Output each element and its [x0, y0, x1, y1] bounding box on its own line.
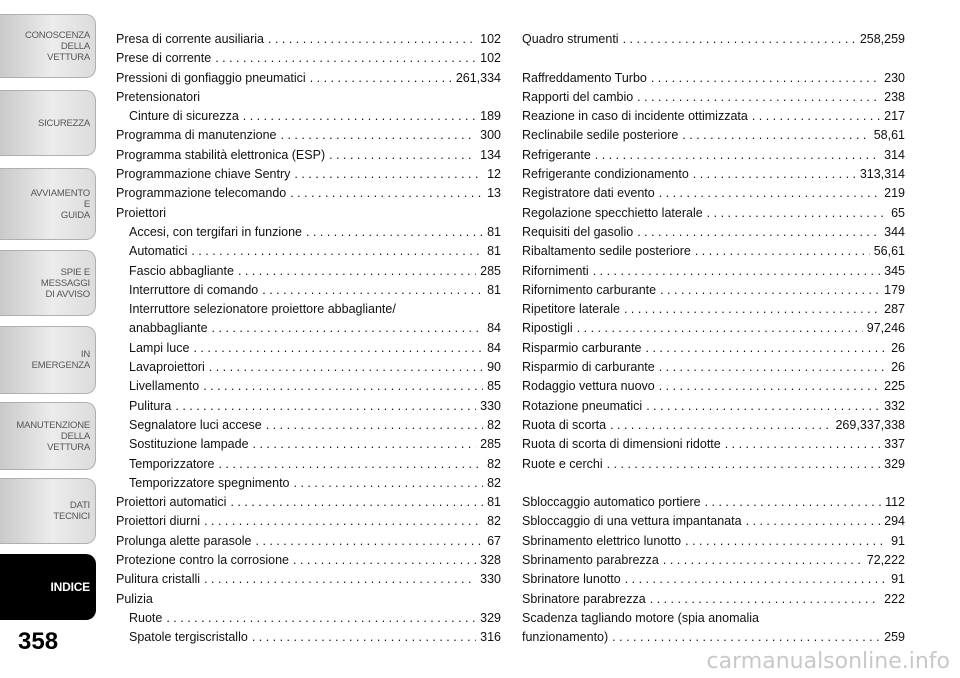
entry-page-ref[interactable]: 81	[487, 244, 501, 259]
entry-term: Automatici	[129, 244, 188, 259]
dot-leader	[262, 281, 483, 300]
index-entry[interactable]	[116, 107, 501, 126]
dot-leader	[256, 532, 484, 551]
entry-term: Rodaggio vettura nuovo	[522, 379, 655, 394]
entry-term: Temporizzatore spegnimento	[129, 475, 290, 490]
index-entry[interactable]	[522, 377, 905, 396]
index-entry[interactable]	[116, 319, 501, 338]
index-entry[interactable]	[522, 30, 905, 49]
entry-page-ref[interactable]: 344	[884, 224, 905, 239]
index-entry[interactable]	[522, 416, 905, 435]
dot-leader	[625, 570, 887, 589]
index-entry[interactable]	[116, 358, 501, 377]
index-entry[interactable]	[116, 223, 501, 242]
entry-page-ref[interactable]: 328	[480, 553, 501, 568]
entry-page-ref[interactable]: 294	[884, 514, 905, 529]
entry-term: Pulitura	[129, 398, 172, 413]
dot-leader	[725, 435, 880, 454]
dot-leader	[624, 300, 880, 319]
entry-term: Rifornimento carburante	[522, 282, 657, 297]
dot-leader	[659, 184, 880, 203]
index-entry[interactable]	[116, 30, 501, 49]
entry-page-ref[interactable]: 102	[480, 51, 501, 66]
tab-label: E	[83, 198, 90, 210]
tab-dati-tecnici[interactable]	[0, 478, 96, 544]
entry-page-ref[interactable]: 225	[884, 379, 905, 394]
index-entry[interactable]	[116, 165, 501, 184]
dot-leader	[252, 628, 476, 647]
dot-leader	[209, 358, 483, 377]
dot-leader	[659, 377, 880, 396]
entry-term: Presa di corrente ausiliaria	[116, 32, 264, 46]
tab-label: EMERGENZA	[31, 360, 90, 371]
entry-term: Raffreddamento Turbo	[522, 70, 647, 85]
entry-page-ref[interactable]: 285	[480, 263, 501, 278]
index-entry[interactable]	[522, 69, 905, 88]
dot-leader	[705, 493, 881, 512]
index-entry[interactable]	[522, 126, 905, 145]
entry-term: Temporizzatore	[129, 456, 215, 471]
dot-leader	[294, 474, 484, 493]
tab-label: DATI	[69, 500, 90, 511]
dot-leader	[659, 358, 887, 377]
index-entry[interactable]	[116, 262, 501, 281]
entry-term: Reclinabile sedile posteriore	[522, 128, 679, 143]
entry-term: Rotazione pneumatici	[522, 398, 643, 413]
index-entry[interactable]	[116, 609, 501, 628]
index-entry[interactable]	[116, 146, 501, 165]
dot-leader	[637, 88, 880, 107]
dot-leader	[230, 493, 483, 512]
index-entry[interactable]	[522, 88, 905, 107]
index-entry[interactable]	[116, 628, 501, 647]
index-entry[interactable]	[116, 49, 501, 68]
dot-leader	[204, 512, 483, 531]
entry-page-ref[interactable]: 102	[480, 32, 501, 46]
entry-page-ref[interactable]: 300	[480, 128, 501, 143]
entry-term: Ruota di scorta di dimensioni ridotte	[522, 437, 721, 452]
dot-leader	[293, 551, 476, 570]
entry-term: Prese di corrente	[116, 51, 212, 66]
dot-leader	[191, 242, 483, 261]
dot-leader	[682, 126, 869, 145]
entry-page-ref[interactable]: 13	[487, 186, 501, 201]
dot-leader	[266, 416, 483, 435]
entry-page-ref[interactable]: 81	[487, 495, 501, 510]
index-entry[interactable]	[522, 107, 905, 126]
entry-term: Lavaproiettori	[129, 360, 205, 375]
index-entry[interactable]	[116, 242, 501, 261]
entry-term: Segnalatore luci accese	[129, 417, 262, 432]
index-entry[interactable]	[116, 126, 501, 145]
entry-term: Rapporti del cambio	[522, 89, 634, 104]
entry-page-ref[interactable]: 85	[487, 379, 501, 394]
dot-leader	[646, 339, 888, 358]
entry-page-ref[interactable]: 314	[884, 147, 905, 162]
dot-leader	[637, 223, 880, 242]
entry-page-ref[interactable]: 259	[884, 630, 905, 645]
dot-leader	[693, 165, 856, 184]
dot-leader	[595, 146, 880, 165]
entry-term: Proiettori automatici	[116, 495, 227, 510]
entry-page-ref[interactable]: 330	[480, 572, 501, 587]
entry-term: Sbrinatore parabrezza	[522, 591, 646, 606]
entry-term: Regolazione specchietto laterale	[522, 205, 703, 220]
tab-label: VETTURA	[47, 441, 90, 453]
index-entry[interactable]	[522, 204, 905, 223]
entry-page-ref[interactable]: 345	[884, 263, 905, 278]
index-entry[interactable]	[522, 493, 905, 512]
dot-leader	[306, 223, 483, 242]
index-entry[interactable]	[116, 455, 501, 474]
index-entry[interactable]	[522, 223, 905, 242]
dot-leader	[593, 262, 880, 281]
dot-leader	[695, 242, 870, 261]
entry-page-ref[interactable]: 230	[884, 70, 905, 85]
dot-leader	[663, 551, 863, 570]
index-entry[interactable]	[116, 512, 501, 531]
entry-term: Ripetitore laterale	[522, 302, 620, 317]
dot-leader	[203, 377, 483, 396]
entry-page-ref[interactable]: 332	[884, 398, 905, 413]
entry-term: Ruota di scorta	[522, 417, 607, 432]
entry-term: Risparmio di carburante	[522, 360, 655, 375]
dot-leader	[166, 609, 476, 628]
entry-term: Risparmio carburante	[522, 340, 642, 355]
entry-page-ref[interactable]: 287	[884, 302, 905, 317]
entry-page-ref[interactable]: 329	[884, 456, 905, 471]
index-heading: Pretensionatori	[116, 89, 201, 104]
entry-page-ref[interactable]: 269,337,338	[835, 417, 905, 432]
dot-leader	[577, 319, 863, 338]
watermark: carmanualsonline.info	[706, 649, 950, 674]
entry-page-ref[interactable]: 84	[487, 340, 501, 355]
entry-term: Lampi luce	[129, 340, 190, 355]
index-heading: Interruttore selezionatore proiettore abbagliante/	[129, 302, 396, 317]
dot-leader	[660, 281, 880, 300]
entry-term: Ripostigli	[522, 321, 573, 336]
entry-term: Sostituzione lampade	[129, 437, 249, 452]
entry-page-ref[interactable]: 134	[480, 147, 501, 162]
entry-term: Fascio abbagliante	[129, 263, 234, 278]
dot-leader	[243, 107, 476, 126]
entry-page-ref[interactable]: 90	[487, 360, 501, 375]
entry-term: Pulitura cristalli	[116, 572, 201, 587]
dot-leader	[294, 165, 483, 184]
tab-label: MANUTENZIONE	[16, 419, 90, 431]
tab-sicurezza[interactable]	[0, 90, 96, 156]
dot-leader	[193, 339, 483, 358]
entry-page-ref[interactable]: 222	[884, 591, 905, 606]
spacer	[522, 49, 905, 68]
dot-leader	[238, 262, 476, 281]
index-entry[interactable]	[522, 512, 905, 531]
index-entry[interactable]	[116, 377, 501, 396]
tab-label: MESSAGGI	[40, 277, 90, 289]
index-heading: Proiettori	[116, 205, 167, 220]
tab-in-emergenza[interactable]	[0, 326, 96, 394]
entry-page-ref[interactable]: 67	[487, 533, 501, 548]
entry-page-ref[interactable]: 330	[480, 398, 501, 413]
entry-page-ref[interactable]: 217	[884, 109, 905, 124]
index-entry[interactable]	[116, 281, 501, 300]
index-entry[interactable]	[116, 184, 501, 203]
entry-term: Protezione contro la corrosione	[116, 553, 290, 568]
entry-page-ref[interactable]: 219	[884, 186, 905, 201]
dot-leader	[685, 532, 887, 551]
index-entry[interactable]	[522, 397, 905, 416]
dot-leader	[651, 69, 880, 88]
index-entry[interactable]	[116, 551, 501, 570]
entry-term: Prolunga alette parasole	[116, 533, 252, 548]
dot-leader	[290, 184, 483, 203]
dot-leader	[253, 435, 477, 454]
tab-label: IN	[80, 349, 90, 360]
index-entry[interactable]	[522, 455, 905, 474]
dot-leader	[707, 204, 887, 223]
index-entry[interactable]	[522, 532, 905, 551]
tab-label: GUIDA	[60, 209, 90, 221]
entry-term: Refrigerante	[522, 147, 591, 162]
tab-indice[interactable]	[0, 554, 96, 620]
index-entry[interactable]	[522, 551, 905, 570]
index-entry[interactable]	[116, 474, 501, 493]
entry-page-ref[interactable]: 285	[480, 437, 501, 452]
entry-term: Reazione in caso di incidente ottimizzata	[522, 109, 748, 124]
entry-term: Rifornimenti	[522, 263, 589, 278]
entry-page-ref[interactable]: 72,222	[866, 553, 905, 568]
entry-page-ref[interactable]: 329	[480, 610, 501, 625]
entry-term: Programmazione chiave Sentry	[116, 167, 291, 182]
index-entry[interactable]	[116, 397, 501, 416]
index-entry[interactable]	[116, 339, 501, 358]
entry-term: Requisiti del gasolio	[522, 224, 634, 239]
entry-term: Ribaltamento sedile posteriore	[522, 244, 691, 259]
index-entry[interactable]	[522, 281, 905, 300]
entry-page-ref[interactable]: 91	[891, 572, 905, 587]
index-entry[interactable]	[116, 532, 501, 551]
index-entry[interactable]	[522, 300, 905, 319]
entry-page-ref[interactable]: 81	[487, 282, 501, 297]
index-entry[interactable]	[522, 358, 905, 377]
tab-label: VETTURA	[47, 51, 90, 63]
index-entry[interactable]	[522, 339, 905, 358]
entry-page-ref[interactable]: 12	[487, 167, 501, 182]
dot-leader	[215, 49, 476, 68]
index-entry[interactable]	[116, 435, 501, 454]
index-entry[interactable]	[522, 319, 905, 338]
index-entry[interactable]	[522, 570, 905, 589]
entry-term: Programmazione telecomando	[116, 186, 287, 201]
index-entry[interactable]	[116, 493, 501, 512]
dot-leader	[310, 69, 452, 88]
tab-label: INDICE	[50, 579, 90, 594]
page-number: 358	[18, 628, 59, 655]
chapter-sidebar	[0, 0, 100, 678]
dot-leader	[175, 397, 476, 416]
index-entry[interactable]	[522, 165, 905, 184]
spacer	[522, 474, 905, 493]
entry-page-ref[interactable]: 313,314	[859, 167, 905, 182]
index-entry[interactable]	[522, 590, 905, 609]
index-entry[interactable]	[522, 628, 905, 647]
entry-term: Refrigerante condizionamento	[522, 167, 689, 182]
index-entry[interactable]	[116, 416, 501, 435]
entry-page-ref[interactable]: 97,246	[866, 321, 905, 336]
index-entry[interactable]	[522, 242, 905, 261]
entry-term: Cinture di sicurezza	[129, 109, 239, 124]
dot-leader	[612, 628, 880, 647]
entry-page-ref[interactable]: 337	[884, 437, 905, 452]
entry-page-ref[interactable]: 58,61	[873, 128, 905, 143]
entry-term: Quadro strumenti	[522, 32, 619, 46]
index-column-right	[522, 30, 905, 648]
tab-label: AVVIAMENTO	[30, 187, 90, 199]
entry-term: Spatole tergiscristallo	[129, 630, 248, 645]
entry-term: anabbagliante	[129, 321, 208, 336]
entry-term: Sbloccaggio di una vettura impantanata	[522, 514, 742, 529]
index-heading: Pulizia	[116, 591, 153, 606]
entry-page-ref[interactable]: 82	[487, 475, 501, 490]
dot-leader	[329, 146, 476, 165]
index-entry[interactable]	[522, 146, 905, 165]
index-entry[interactable]	[116, 570, 501, 589]
entry-page-ref[interactable]: 189	[480, 109, 501, 124]
dot-leader	[204, 570, 476, 589]
entry-term: Proiettori diurni	[116, 514, 201, 529]
entry-page-ref[interactable]: 26	[891, 360, 905, 375]
entry-term: Ruote	[129, 610, 163, 625]
tab-label: DELLA	[60, 430, 90, 442]
dot-leader	[746, 512, 881, 531]
entry-term: Registratore dati evento	[522, 186, 655, 201]
entry-page-ref[interactable]: 65	[891, 205, 905, 220]
index-entry[interactable]	[522, 184, 905, 203]
entry-page-ref[interactable]: 316	[480, 630, 501, 645]
dot-leader	[752, 107, 880, 126]
entry-page-ref[interactable]: 261,334	[455, 70, 501, 85]
entry-page-ref[interactable]: 84	[487, 321, 501, 336]
entry-page-ref[interactable]: 179	[884, 282, 905, 297]
entry-term: Sbrinamento elettrico lunotto	[522, 533, 682, 548]
dot-leader	[610, 416, 831, 435]
entry-term: Sbrinamento parabrezza	[522, 553, 659, 568]
tab-label: SPIE E	[60, 266, 90, 278]
dot-leader	[607, 455, 881, 474]
tab-avviamento-e-guida[interactable]	[0, 168, 96, 240]
tab-label: DI AVVISO	[45, 288, 90, 300]
entry-page-ref[interactable]: 26	[891, 340, 905, 355]
entry-term: Pressioni di gonfiaggio pneumatici	[116, 70, 306, 85]
entry-page-ref[interactable]: 56,61	[873, 244, 905, 259]
entry-term: Sbrinatore lunotto	[522, 572, 621, 587]
dot-leader	[623, 30, 856, 49]
dot-leader	[650, 590, 880, 609]
entry-page-ref[interactable]: 258,259	[859, 32, 905, 46]
entry-term: Interruttore di comando	[129, 282, 259, 297]
tab-label: CONOSCENZA	[24, 29, 90, 41]
tab-conoscenza-della-vettura[interactable]	[0, 14, 96, 78]
entry-page-ref[interactable]: 238	[884, 89, 905, 104]
dot-leader	[646, 397, 880, 416]
entry-page-ref[interactable]: 82	[487, 417, 501, 432]
entry-term: Livellamento	[129, 379, 200, 394]
entry-term: Ruote e cerchi	[522, 456, 603, 471]
entry-term: Sbloccaggio automatico portiere	[522, 495, 701, 510]
entry-page-ref[interactable]: 82	[487, 514, 501, 529]
dot-leader	[218, 455, 483, 474]
index-entry[interactable]	[522, 435, 905, 454]
tab-manutenzione-della-vettura[interactable]	[0, 402, 96, 470]
dot-leader	[212, 319, 484, 338]
entry-term: Programma di manutenzione	[116, 128, 277, 143]
dot-leader	[281, 126, 477, 145]
index-heading: Scadenza tagliando motore (spia anomalia	[522, 610, 759, 625]
dot-leader	[268, 30, 476, 49]
index-column-left	[116, 30, 501, 648]
entry-page-ref[interactable]: 82	[487, 456, 501, 471]
entry-term: Accesi, con tergifari in funzione	[129, 224, 303, 239]
entry-term: Programma stabilità elettronica (ESP)	[116, 147, 326, 162]
entry-page-ref[interactable]: 112	[885, 495, 905, 510]
tab-label: DELLA	[60, 40, 90, 52]
tab-label: TECNICI	[53, 511, 90, 522]
entry-page-ref[interactable]: 81	[487, 224, 501, 239]
tab-label: SICUREZZA	[37, 117, 90, 129]
index-entry[interactable]	[522, 262, 905, 281]
tab-spie-e-messaggi[interactable]	[0, 250, 96, 316]
index-entry[interactable]	[116, 69, 501, 88]
entry-term: funzionamento)	[522, 630, 609, 645]
entry-page-ref[interactable]: 91	[891, 533, 905, 548]
